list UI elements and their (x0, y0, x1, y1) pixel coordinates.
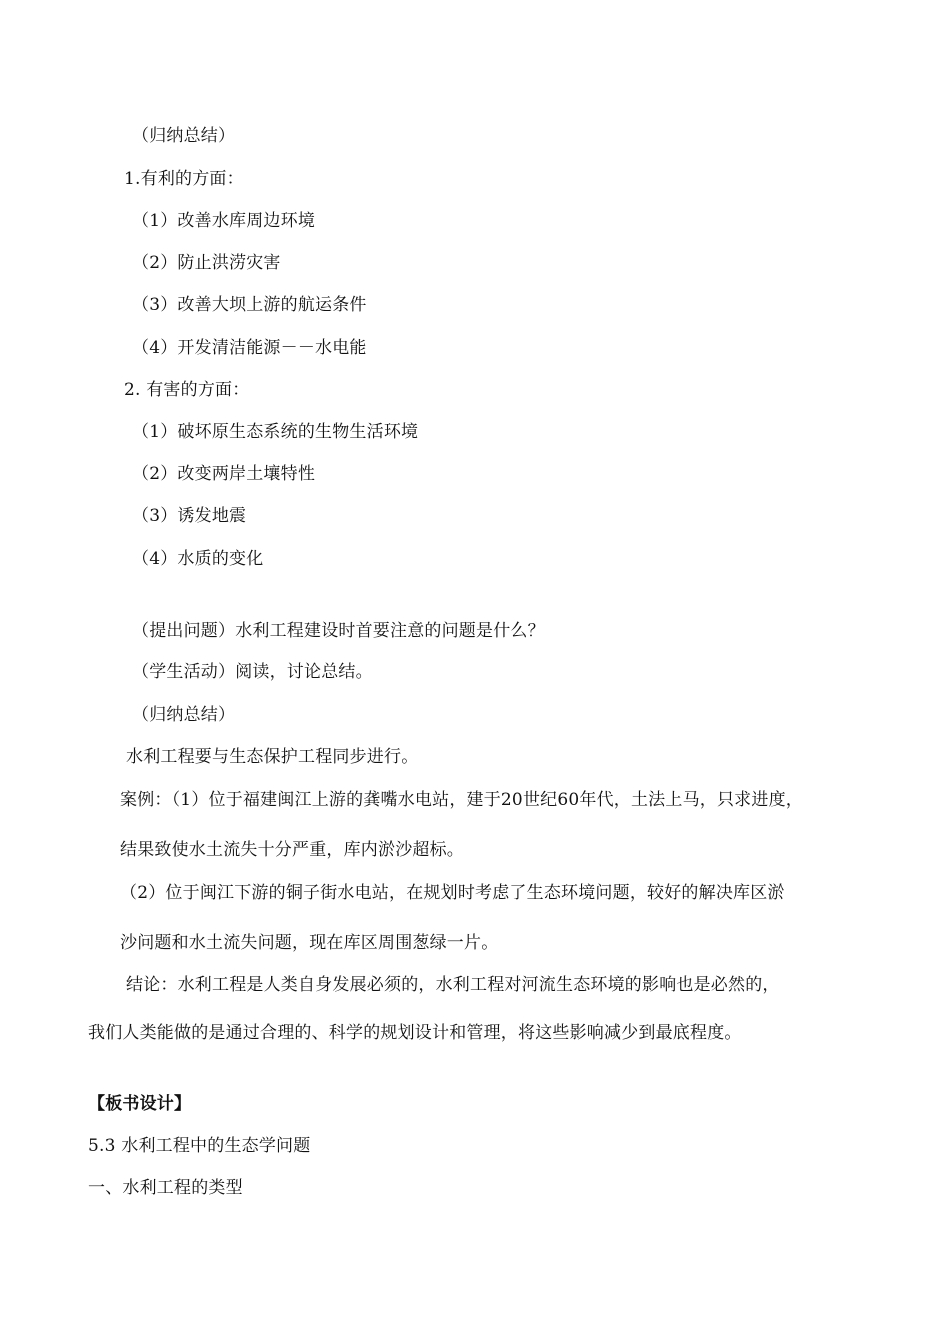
question-text: （提出问题）水利工程建设时首要注意的问题是什么？ (132, 621, 545, 641)
summary-heading: （归纳总结） (132, 126, 236, 146)
harm-item: （2）改变两岸土壤特性 (132, 464, 316, 484)
benefit-item: （4）开发清洁能源－－水电能 (132, 338, 367, 358)
conclusion-line-2: 我们人类能做的是通过合理的、科学的规划设计和管理，将这些影响减少到最底程度。 (88, 1023, 742, 1043)
conclusion-line-1: 结论：水利工程是人类自身发展必须的，水利工程对河流生态环境的影响也是必然的， (126, 975, 780, 995)
harm-item: （4）水质的变化 (132, 549, 264, 569)
case-2-line-2: 沙问题和水土流失问题，现在库区周围葱绿一片。 (120, 933, 499, 953)
benefits-heading: 1.有利的方面： (124, 169, 244, 189)
case-2-line-1: （2）位于闽江下游的铜子街水电站，在规划时考虑了生态环境问题，较好的解决库区淤 (120, 883, 785, 903)
harm-item: （3）诱发地震 (132, 506, 247, 526)
summary-heading-2: （归纳总结） (132, 705, 236, 725)
harm-item: （1）破坏原生态系统的生物生活环境 (132, 422, 419, 442)
benefit-item: （1）改善水库周边环境 (132, 211, 316, 231)
case-1-line-1: 案例：（1）位于福建闽江上游的龚嘴水电站，建于20世纪60年代，土法上马，只求进度， (120, 790, 803, 810)
summary-text: 水利工程要与生态保护工程同步进行。 (126, 747, 419, 767)
benefit-item: （2）防止洪涝灾害 (132, 253, 281, 273)
board-design-heading: 【板书设计】 (88, 1094, 192, 1114)
case-1-line-2: 结果致使水土流失十分严重，库内淤沙超标。 (120, 840, 464, 860)
benefit-item: （3）改善大坝上游的航运条件 (132, 295, 367, 315)
harms-heading: 2. 有害的方面： (124, 380, 250, 400)
student-activity-text: （学生活动）阅读，讨论总结。 (132, 662, 373, 682)
board-title: 5.3 水利工程中的生态学问题 (88, 1136, 311, 1156)
board-item-1: 一、水利工程的类型 (88, 1178, 243, 1198)
